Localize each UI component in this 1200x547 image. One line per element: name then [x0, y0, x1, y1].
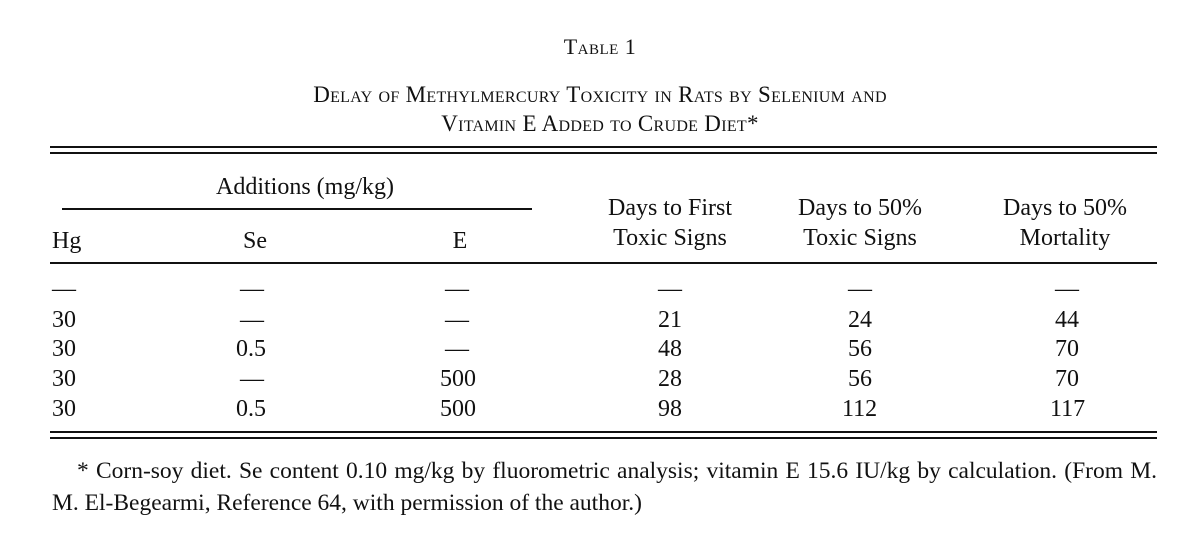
cell-hg: 30: [52, 366, 76, 392]
cell-half: 56: [848, 366, 872, 392]
cell-mort: 44: [1055, 307, 1079, 333]
header-se: Se: [243, 228, 267, 254]
header-bottom-rule: [50, 262, 1157, 264]
cell-se: —: [240, 307, 264, 333]
cell-mort: —: [1055, 276, 1079, 302]
header-first-toxic: [570, 193, 770, 253]
cell-se: 0.5: [236, 396, 266, 422]
caption-line-1: Delay of Methylmercury Toxicity in Rats by Selenium and: [313, 82, 887, 107]
table-footnote: * Corn-soy diet. Se content 0.10 mg/kg by fluorometric analysis; vitamin E 15.6 IU/kg by calculation. (From M. M. El-Begearmi, Reference 64, with permission of the author.): [52, 458, 1157, 516]
header-e: E: [452, 228, 468, 254]
cell-half: —: [848, 276, 872, 302]
top-rule-2: [50, 152, 1157, 154]
cell-first: 21: [658, 307, 682, 333]
cell-e: 500: [440, 396, 476, 422]
cell-first: 28: [658, 366, 682, 392]
cell-se: 0.5: [236, 336, 266, 362]
cell-half: 24: [848, 307, 872, 333]
cell-first: 48: [658, 336, 682, 362]
top-rule-1: [50, 146, 1157, 148]
header-first-line1: Days to First: [607, 195, 732, 221]
header-half-line1: Days to 50%: [798, 195, 922, 221]
cell-hg: 30: [52, 307, 76, 333]
table-label: Table 1: [563, 34, 637, 59]
cell-hg: —: [52, 276, 76, 302]
caption-line-2: Vitamin E Added to Crude Diet*: [441, 111, 759, 136]
header-half-toxic: [760, 193, 960, 253]
header-first-line2: Toxic Signs: [613, 225, 727, 251]
cell-first: 98: [658, 396, 682, 422]
cell-e: —: [445, 307, 469, 333]
cell-se: —: [240, 276, 264, 302]
cell-e: —: [445, 276, 469, 302]
cell-mort: 70: [1055, 366, 1079, 392]
header-mort-line1: Days to 50%: [1003, 195, 1127, 221]
bottom-rule-1: [50, 431, 1157, 433]
cell-hg: 30: [52, 336, 76, 362]
cell-e: —: [445, 336, 469, 362]
header-half-line2: Toxic Signs: [803, 225, 917, 251]
cell-e: 500: [440, 366, 476, 392]
cell-half: 112: [842, 396, 878, 422]
cell-half: 56: [848, 336, 872, 362]
cell-hg: 30: [52, 396, 76, 422]
table-caption: [0, 80, 1200, 138]
cell-se: —: [240, 366, 264, 392]
group-underline: [62, 208, 532, 210]
header-mort-line2: Mortality: [1019, 225, 1111, 251]
cell-first: —: [658, 276, 682, 302]
cell-mort: 117: [1050, 396, 1086, 422]
header-mortality: [965, 193, 1165, 253]
header-hg: Hg: [52, 228, 82, 254]
cell-mort: 70: [1055, 336, 1079, 362]
additions-group-header: Additions (mg/kg): [216, 174, 394, 200]
bottom-rule-2: [50, 437, 1157, 439]
